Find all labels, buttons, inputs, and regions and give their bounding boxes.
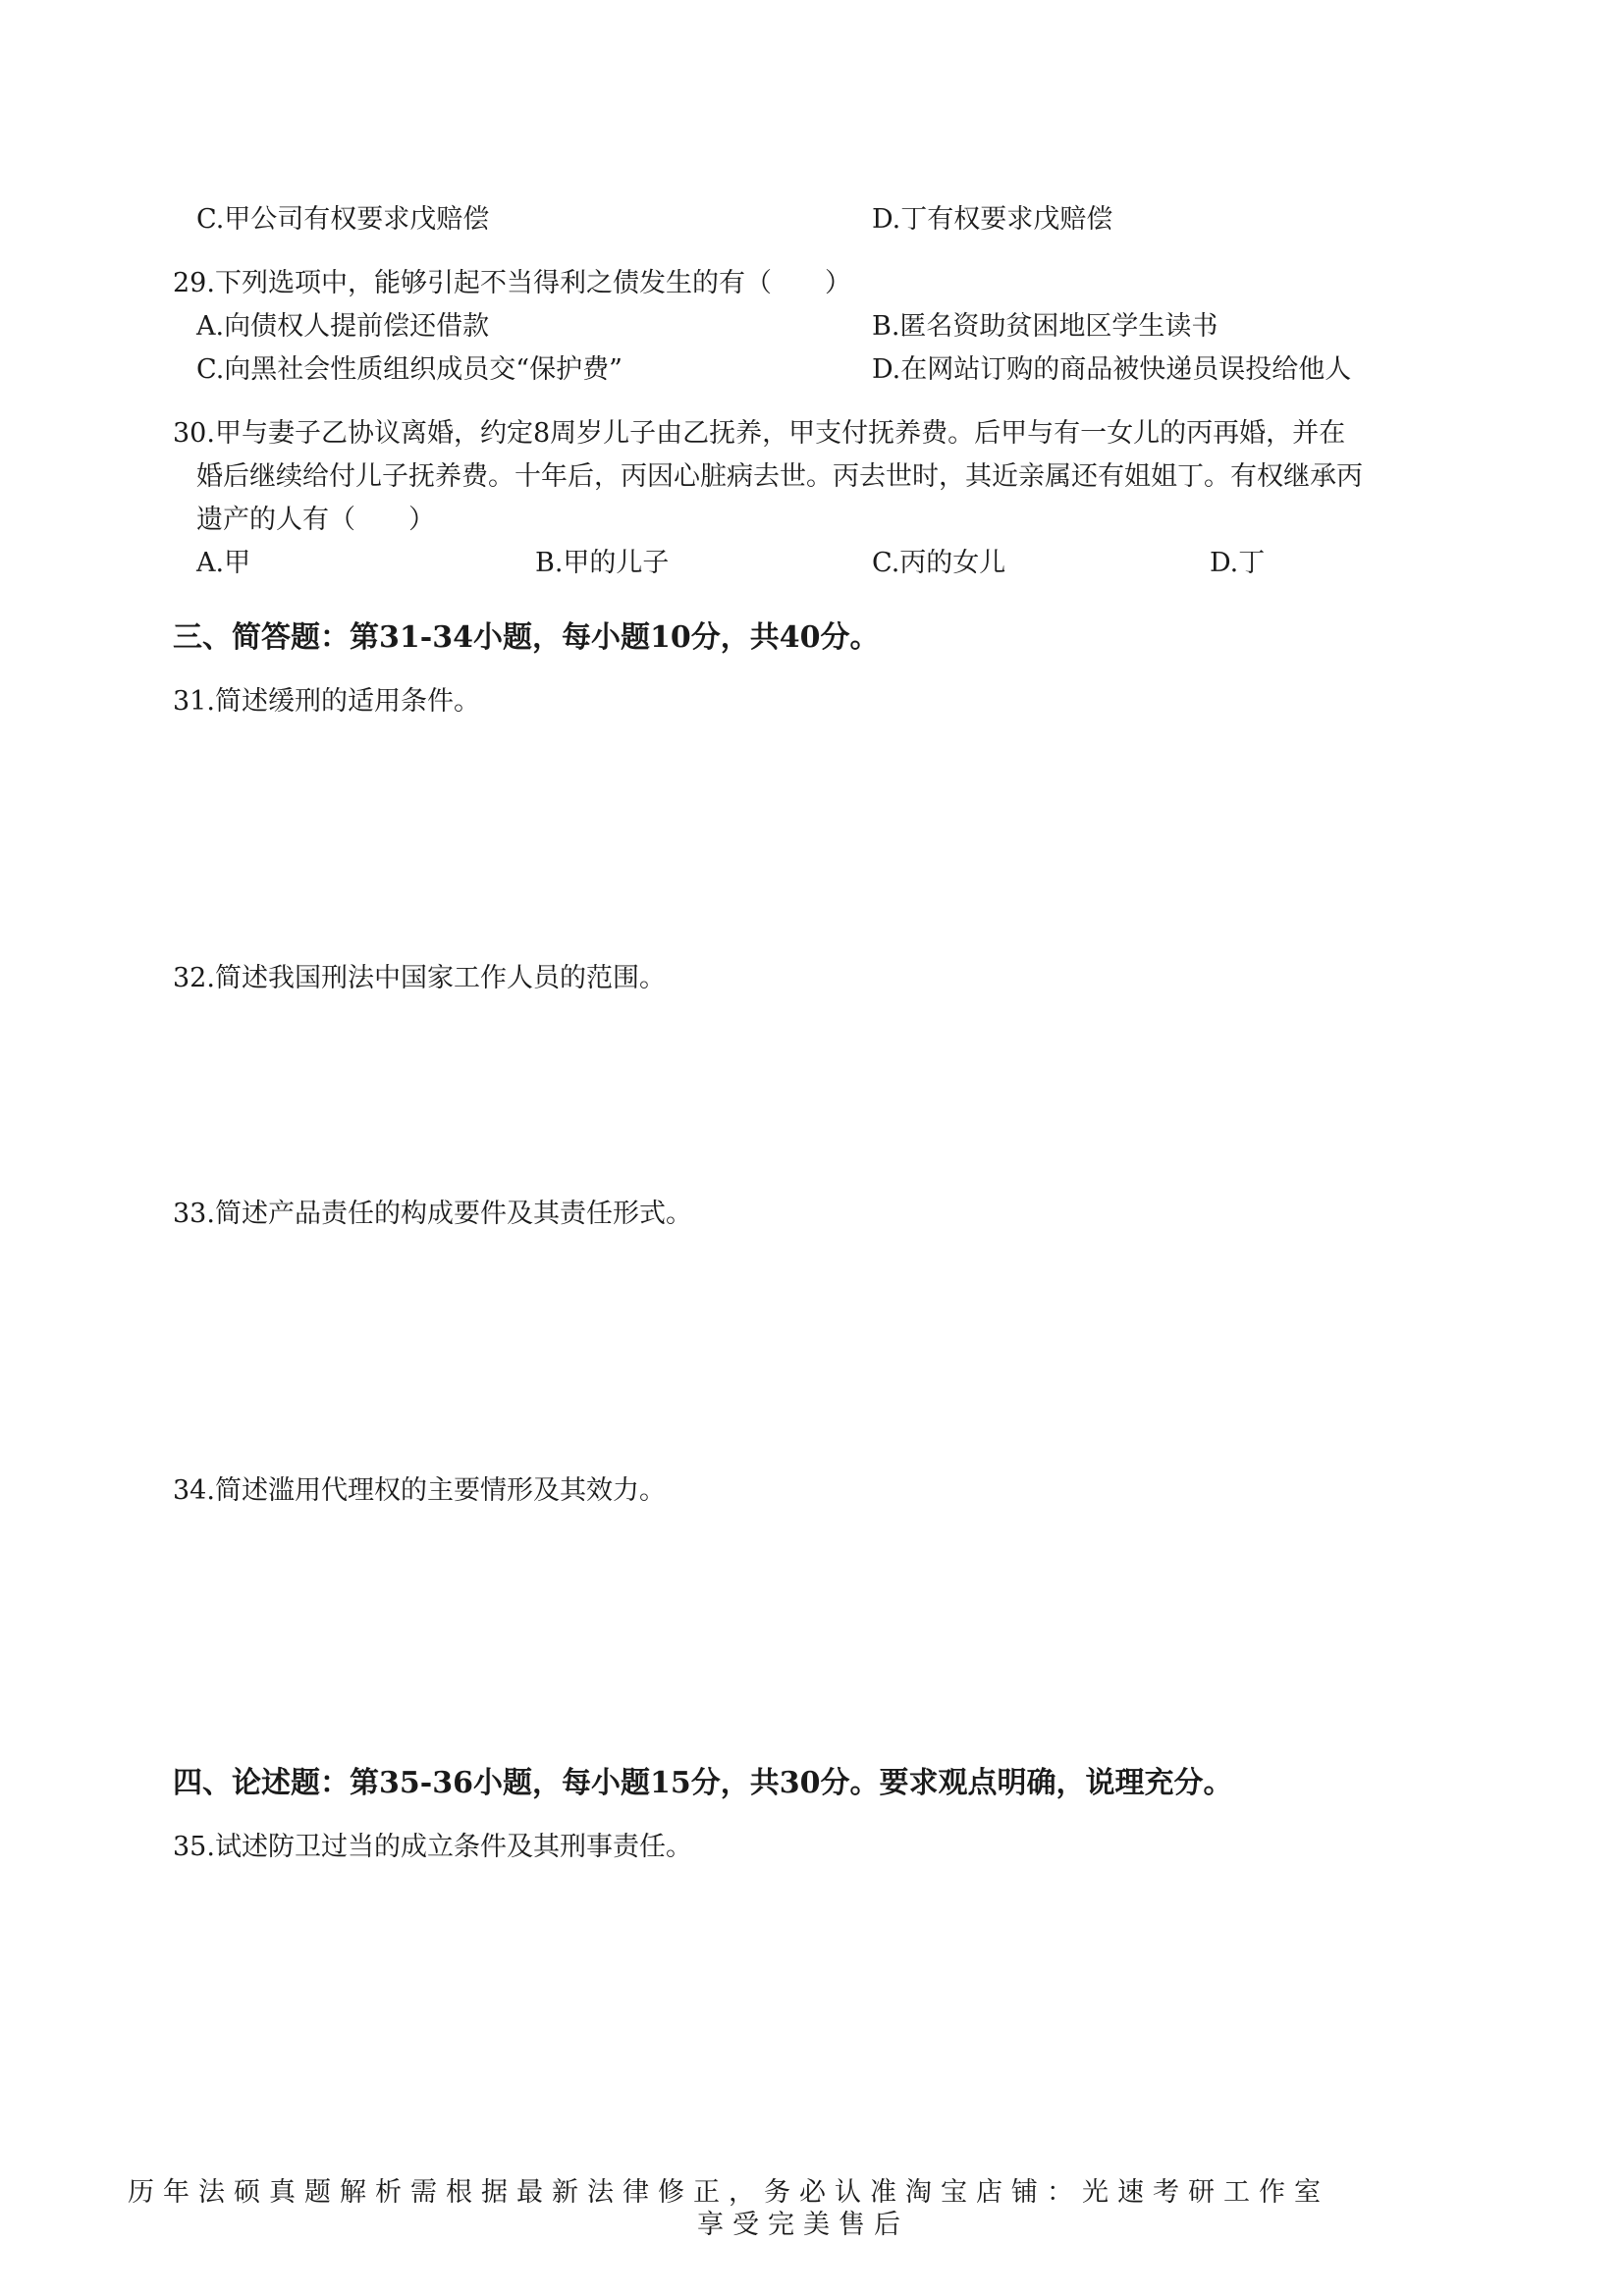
- footer-line2: 享受完美售后: [697, 2210, 909, 2240]
- section4-heading: 四、论述题：第35-36小题，每小题15分，共30分。要求观点明确，说理充分。: [173, 1766, 1233, 1800]
- q30-stem-line2: 婚后继续给付儿子抚养费。十年后，丙因心脏病去世。丙去世时，其近亲属还有姐姐丁。有权继承丙: [196, 461, 1363, 492]
- footer-line1: 历年法硕真题解析需根据最新法律修正，务必认准淘宝店铺：光速考研工作室: [128, 2177, 1329, 2208]
- q29-option-b: B.匿名资助贫困地区学生读书: [872, 311, 1218, 342]
- q30-option-d: D.丁: [1210, 548, 1266, 578]
- q30-stem-line1: 30.甲与妻子乙协议离婚，约定8周岁儿子由乙抚养，甲支付抚养费。后甲与有一女儿的丙再婚，并在: [173, 418, 1346, 449]
- q28-option-d: D.丁有权要求戊赔偿: [872, 204, 1113, 235]
- q30-option-c: C.丙的女儿: [872, 548, 1006, 578]
- q35: 35.试述防卫过当的成立条件及其刑事责任。: [173, 1832, 692, 1862]
- q30-option-b: B.甲的儿子: [535, 548, 670, 578]
- q32: 32.简述我国刑法中国家工作人员的范围。: [173, 963, 666, 993]
- q29-stem: 29.下列选项中，能够引起不当得利之债发生的有（ ）: [173, 268, 851, 298]
- q29-option-d: D.在网站订购的商品被快递员误投给他人: [872, 354, 1352, 385]
- q29-option-c: C.向黑社会性质组织成员交“保护费”: [196, 354, 623, 385]
- q33: 33.简述产品责任的构成要件及其责任形式。: [173, 1199, 692, 1229]
- section3-heading: 三、简答题：第31-34小题，每小题10分，共40分。: [173, 620, 880, 655]
- q34: 34.简述滥用代理权的主要情形及其效力。: [173, 1475, 666, 1506]
- q29-option-a: A.向债权人提前偿还借款: [196, 311, 490, 342]
- q28-option-c: C.甲公司有权要求戊赔偿: [196, 204, 490, 235]
- q30-stem-line3: 遗产的人有（ ）: [196, 505, 435, 535]
- q30-option-a: A.甲: [196, 548, 251, 578]
- q31: 31.简述缓刑的适用条件。: [173, 686, 480, 717]
